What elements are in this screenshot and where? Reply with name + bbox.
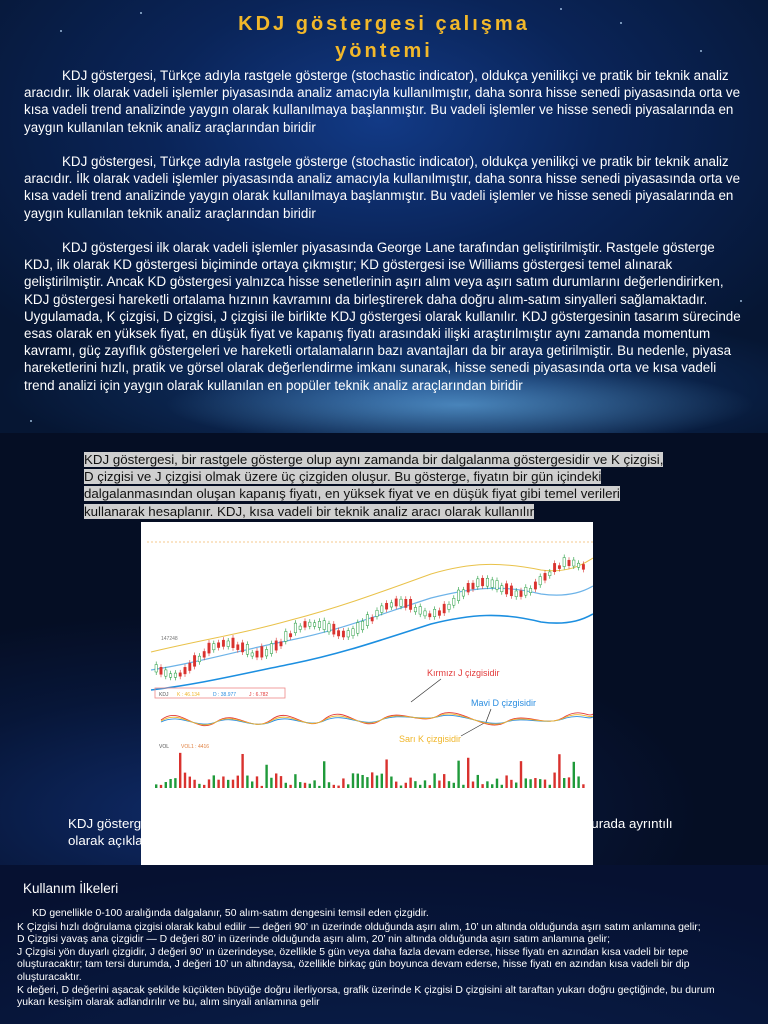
star-decoration <box>30 420 32 422</box>
volume-bar <box>544 780 546 788</box>
candle-body <box>544 573 546 580</box>
candle-body <box>193 655 195 666</box>
candle-body <box>477 579 479 587</box>
rule-line: K değeri, D değerini aşacak şekilde küçükten büyüğe doğru ilerliyorsa, grafik üzerinde K çizgisi D çizgisini alt taraftan yukarı doğru geçtiğinde, bu durum yukarı kesişim olarak adlandırılır ve bu, alım sinyali anlamına gelir <box>17 984 715 1009</box>
candle-body <box>376 610 378 616</box>
candle-body <box>453 598 455 605</box>
candle-body <box>313 623 315 627</box>
candle-body <box>549 572 551 576</box>
candle-body <box>222 640 224 646</box>
volume-bar <box>309 784 311 788</box>
vol-value: VOL1 : 4416 <box>181 744 210 750</box>
candle-body <box>246 644 248 654</box>
candle-body <box>481 578 483 586</box>
volume-bar <box>160 785 162 788</box>
rule-line: J Çizgisi yön duyarlı çizgidir, J değeri 90’ ın üzerindeyse, özellikle 5 gün veya daha fazla devam ederse, hisse fiyatı en azından kısa vadeli bir tepe oluşturacaktır; tam tersi durumda, J değeri 10’ un altındaysa, özellikle birkaç gün boyunca devam ederse, hisse fiyatı en azından kısa vadeli bir dip oluşturacaktır. <box>17 946 690 983</box>
volume-bar <box>438 781 440 788</box>
volume-bar <box>381 774 383 788</box>
volume-bar <box>491 784 493 788</box>
candle-body <box>165 670 167 676</box>
volume-bar <box>198 784 200 788</box>
volume-bar <box>313 780 315 788</box>
candle-body <box>486 578 488 586</box>
candle-body <box>366 615 368 626</box>
volume-bar <box>573 762 575 788</box>
candle-body <box>371 617 373 621</box>
volume-bar <box>395 782 397 788</box>
volume-bar <box>289 785 291 788</box>
annotation-k: Sarı K çizgisidir <box>399 734 462 744</box>
volume-bar <box>433 773 435 788</box>
candle-body <box>299 626 301 629</box>
candle-body <box>563 558 565 567</box>
intro-paragraph-1: KDJ göstergesi, Türkçe adıyla rastgele gösterge (stochastic indicator), oldukça yenilikçi ve pratik bir teknik analiz aracıdır. İlk olarak vadeli işlemler piyasasında analiz amacıyla kullanılmıştır, daha sonra hisse senedi piyasasında orta ve kısa vadeli trend analizinde yaygın olarak kullanılmaya başlanmıştır. Bu vadeli işlemler ve hisse senedi piyasalarında en yaygın kullanılan teknik analiz araçlarından biridir <box>24 68 741 135</box>
volume-bar <box>405 783 407 788</box>
candle-body <box>309 622 311 626</box>
volume-bar <box>251 781 253 788</box>
volume-bar <box>553 773 555 788</box>
candle-body <box>529 588 531 592</box>
candle-body <box>568 560 570 565</box>
candle-body <box>285 631 287 641</box>
volume-bar <box>246 776 248 788</box>
volume-bar <box>568 777 570 788</box>
volume-bar <box>165 782 167 788</box>
volume-bar <box>347 784 349 788</box>
volume-bar <box>184 773 186 788</box>
legend-j: J : 6.782 <box>249 692 269 698</box>
volume-bar <box>505 775 507 788</box>
volume-bar <box>520 761 522 788</box>
volume-bar <box>563 778 565 788</box>
volume-bar <box>294 774 296 788</box>
volume-bar <box>501 785 503 788</box>
volume-bar <box>270 778 272 788</box>
candle-body <box>318 621 320 627</box>
candle-body <box>501 586 503 592</box>
candle-body <box>457 590 459 601</box>
note-paragraph: KDJ göstergesinin hesaplama prensibi oldukça karmaşıktır. Bu nedenle yer darlığından burada ayrıntılı olarak açıklamayacağız. Yatırımcılar ilgileniyorlarsa internette araştırma yapabilirler <box>68 816 673 849</box>
candle-body <box>400 599 402 606</box>
volume-bar <box>477 775 479 788</box>
annotation-k-arrow <box>461 722 486 736</box>
volume-bar <box>155 784 157 788</box>
candle-body <box>448 604 450 609</box>
kdj-chart-svg <box>141 522 593 790</box>
annotation-d: Mavi D çizgisidir <box>471 698 537 708</box>
volume-bar <box>357 774 359 788</box>
candle-body <box>256 651 258 657</box>
volume-bar <box>457 761 459 788</box>
candle-body <box>573 560 575 566</box>
volume-bar <box>515 783 517 788</box>
volume-bar <box>275 773 277 788</box>
volume-bar <box>462 785 464 788</box>
candle-body <box>294 623 296 633</box>
candle-body <box>429 614 431 617</box>
candle-body <box>265 649 267 656</box>
volume-bars <box>155 753 585 788</box>
candle-body <box>213 644 215 650</box>
candle-body <box>304 621 306 627</box>
volume-bar <box>414 781 416 788</box>
candle-body <box>390 603 392 607</box>
volume-bar <box>443 774 445 788</box>
volume-bar <box>217 780 219 788</box>
volume-bar <box>558 754 560 788</box>
upper-band-line <box>151 558 593 652</box>
d-line <box>161 715 593 724</box>
volume-bar <box>534 778 536 788</box>
candle-body <box>342 631 344 637</box>
candle-body <box>558 566 560 569</box>
candle-body <box>251 653 253 656</box>
highlight-text: KDJ göstergesi, bir rastgele gösterge olup aynı zamanda bir dalgalanma göstergesidir ve K çizgisi, D çizgisi ve J çizgisi olmak üzere üç çizgiden oluşur. Bu gösterge, fiyatın bir gün içindeki dalgalanmasından oluşan kapanış fiyatı, en yüksek fiyat ve en düşük fiyat gibi temel verileri kullanarak hesaplanır. KDJ, kısa vadeli bir teknik analiz aracı olarak kullanılır <box>84 452 664 519</box>
rule-line: D Çizgisi yavaş ana çizgidir — D değeri 80’ in üzerinde olduğunda aşırı alım, 20’ nin altında olduğunda aşırı satım anlamına gelir; <box>17 934 610 946</box>
annotation-j-arrow <box>411 679 441 702</box>
volume-bar <box>361 775 363 788</box>
volume-bar <box>342 778 344 788</box>
volume-bar <box>525 778 527 788</box>
volume-bar <box>390 777 392 788</box>
volume-bar <box>529 779 531 788</box>
volume-bar <box>385 759 387 788</box>
volume-bar <box>213 775 215 788</box>
candle-body <box>232 638 234 648</box>
volume-bar <box>472 782 474 788</box>
highlight-paragraph <box>84 451 676 520</box>
volume-bar <box>208 779 210 788</box>
candle-body <box>443 604 445 613</box>
volume-bar <box>328 782 330 788</box>
candle-body <box>347 631 349 637</box>
candle-body <box>582 564 584 569</box>
volume-bar <box>169 779 171 788</box>
middle-band-line <box>151 586 593 670</box>
vol-label: VOL <box>159 744 170 750</box>
candle-body <box>496 580 498 589</box>
candle-body <box>174 673 176 677</box>
annotation-d-arrow <box>486 709 491 722</box>
volume-bar <box>256 776 258 788</box>
legend-d: D : 38.977 <box>213 692 237 698</box>
candle-body <box>357 623 359 634</box>
page-title: KDJ göstergesi çalışma <box>238 13 530 35</box>
candle-body <box>270 644 272 654</box>
candle-body <box>289 634 291 637</box>
volume-bar <box>510 780 512 788</box>
volume-bar <box>203 785 205 788</box>
volume-bar <box>481 784 483 788</box>
intro-paragraph-3: KDJ göstergesi ilk olarak vadeli işlemler piyasasında George Lane tarafından geliştirilmiştir. Rastgele gösterge KDJ, ilk olarak KD göstergesi biçiminde ortaya çıkmıştır; KD göstergesi ise Williams göstergesi temel alınarak geliştirilmiştir. Ancak KD göstergesi yalnızca hisse senetlerinin aşırı alım veya aşırı satım durumlarını değerlendirirken, KDJ göstergesi hareketli ortalama hızının kavramını da birleştirerek daha doğru alım-satım sinyalleri sağlamaktadır. Uygulamada, K çizgisi, D çizgisi, J çizgisi ile birlikte KDJ göstergesi olarak kullanılır. KDJ göstergesinin tasarım sürecinde esas olarak en yüksek fiyat, en düşük fiyat ve kapanış fiyatı arasındaki ilişki araştırılmıştır aynı zamanda momentum kavramı, güç zayıflık göstergeleri ve hareketli ortalamaların bazı avantajları da bir araya getirilmiştir. Bu nedenle, piyasa hareketlerini hızlı, pratik ve görsel olarak değerlendirme imkanı sunarak, hisse senedi piyasasında orta ve kısa vadeli trend analizi için yaygın olarak kullanılan en popüler teknik analiz araçlarından biridir <box>24 240 741 393</box>
candle-body <box>414 607 416 611</box>
star-decoration <box>560 8 562 10</box>
volume-bar <box>453 783 455 788</box>
candle-body <box>433 609 435 616</box>
candle-body <box>525 587 527 595</box>
volume-bar <box>299 782 301 788</box>
candle-body <box>419 607 421 615</box>
candle-body <box>510 586 512 596</box>
candle-body <box>505 584 507 594</box>
volume-bar <box>174 778 176 788</box>
candle-body <box>189 663 191 670</box>
rules-list <box>17 908 729 1010</box>
volume-bar <box>285 783 287 788</box>
intro-section <box>0 0 768 433</box>
intro-paragraph-2: KDJ göstergesi, Türkçe adıyla rastgele gösterge (stochastic indicator), oldukça yenilikçi ve pratik bir teknik analiz aracıdır. İlk olarak vadeli işlemler piyasasında analiz amacıyla kullanılmıştır, daha sonra hisse senedi piyasasında orta ve kısa vadeli trend analizinde yaygın olarak kullanılmaya başlanmıştır. Bu vadeli işlemler ve hisse senedi piyasalarında en yaygın kullanılan teknik analiz araçlarından biridir <box>24 154 741 221</box>
candle-body <box>208 643 210 653</box>
candle-body <box>328 624 330 632</box>
candle-body <box>155 665 157 672</box>
volume-bar <box>409 778 411 788</box>
kdj-chart-image <box>141 522 593 865</box>
candle-body <box>462 590 464 596</box>
kdj-legend-label: KDJ <box>159 692 169 698</box>
volume-bar <box>366 777 368 788</box>
candle-body <box>491 580 493 588</box>
candle-body <box>520 591 522 597</box>
candle-body <box>424 611 426 616</box>
candle-body <box>184 667 186 674</box>
rules-heading: Kullanım İlkeleri <box>23 881 119 896</box>
rule-line: KD genellikle 0-100 aralığında dalgalanır, 50 alım-satım dengesini temsil eden çizgidir. <box>32 908 429 919</box>
volume-bar <box>582 784 584 788</box>
candle-body <box>352 629 354 636</box>
volume-bar <box>179 753 181 788</box>
volume-bar <box>496 779 498 788</box>
volume-bar <box>549 785 551 788</box>
candle-body <box>472 583 474 589</box>
volume-bar <box>280 776 282 788</box>
candle-body <box>577 563 579 567</box>
volume-bar <box>448 781 450 788</box>
candle-body <box>275 641 277 650</box>
volume-bar <box>371 772 373 788</box>
volume-bar <box>261 786 263 788</box>
candle-body <box>467 583 469 592</box>
rule-line: K Çizgisi hızlı doğrulama çizgisi olarak kabul edilir — değeri 90’ ın üzerinde olduğunda aşırı alım, 10’ un altında olduğunda aşırı satım anlamına gelir; <box>17 921 701 933</box>
candle-body <box>337 631 339 636</box>
rules-section <box>0 865 768 1024</box>
volume-bar <box>193 780 195 788</box>
volume-bar <box>333 785 335 788</box>
volume-bar <box>189 777 191 788</box>
volume-bar <box>429 785 431 788</box>
volume-bar <box>577 776 579 788</box>
candle-body <box>237 645 239 650</box>
volume-bar <box>232 780 234 788</box>
candle-body <box>539 577 541 585</box>
volume-bar <box>467 758 469 788</box>
annotation-j: Kırmızı J çizgisidir <box>427 668 500 678</box>
candle-body <box>280 642 282 646</box>
volume-bar <box>304 783 306 788</box>
candle-body <box>203 651 205 657</box>
volume-bar <box>318 786 320 788</box>
page-title-line2: yöntemi <box>335 40 433 62</box>
volume-bar <box>241 754 243 788</box>
candle-body <box>438 611 440 616</box>
volume-bar <box>419 785 421 788</box>
price-label: 147248 <box>161 636 178 642</box>
chart-section <box>0 433 768 865</box>
volume-bar <box>323 761 325 788</box>
volume-bar <box>265 765 267 788</box>
candle-body <box>169 674 171 678</box>
volume-bar <box>539 779 541 788</box>
volume-bar <box>337 786 339 788</box>
volume-bar <box>400 786 402 788</box>
candle-body <box>241 643 243 652</box>
candle-body <box>395 599 397 606</box>
volume-bar <box>424 780 426 788</box>
volume-bar <box>486 781 488 788</box>
candle-body <box>179 673 181 676</box>
lower-band-line <box>151 614 593 690</box>
volume-bar <box>222 776 224 788</box>
candle-body <box>361 621 363 630</box>
candle-body <box>515 591 517 597</box>
candle-body <box>323 621 325 630</box>
candle-body <box>409 599 411 609</box>
candle-body <box>534 582 536 589</box>
volume-bar <box>376 775 378 788</box>
volume-bar <box>227 780 229 788</box>
volume-bar <box>237 776 239 788</box>
candle-body <box>160 667 162 674</box>
candle-body <box>385 603 387 609</box>
candle-body <box>217 643 219 648</box>
candle-body <box>227 641 229 647</box>
candle-body <box>553 563 555 571</box>
candle-body <box>405 599 407 607</box>
candle-body <box>333 624 335 634</box>
legend-k: K : 46.134 <box>177 692 200 698</box>
candle-body <box>198 656 200 662</box>
candle-body <box>261 647 263 658</box>
candle-body <box>381 606 383 613</box>
volume-bar <box>352 773 354 788</box>
